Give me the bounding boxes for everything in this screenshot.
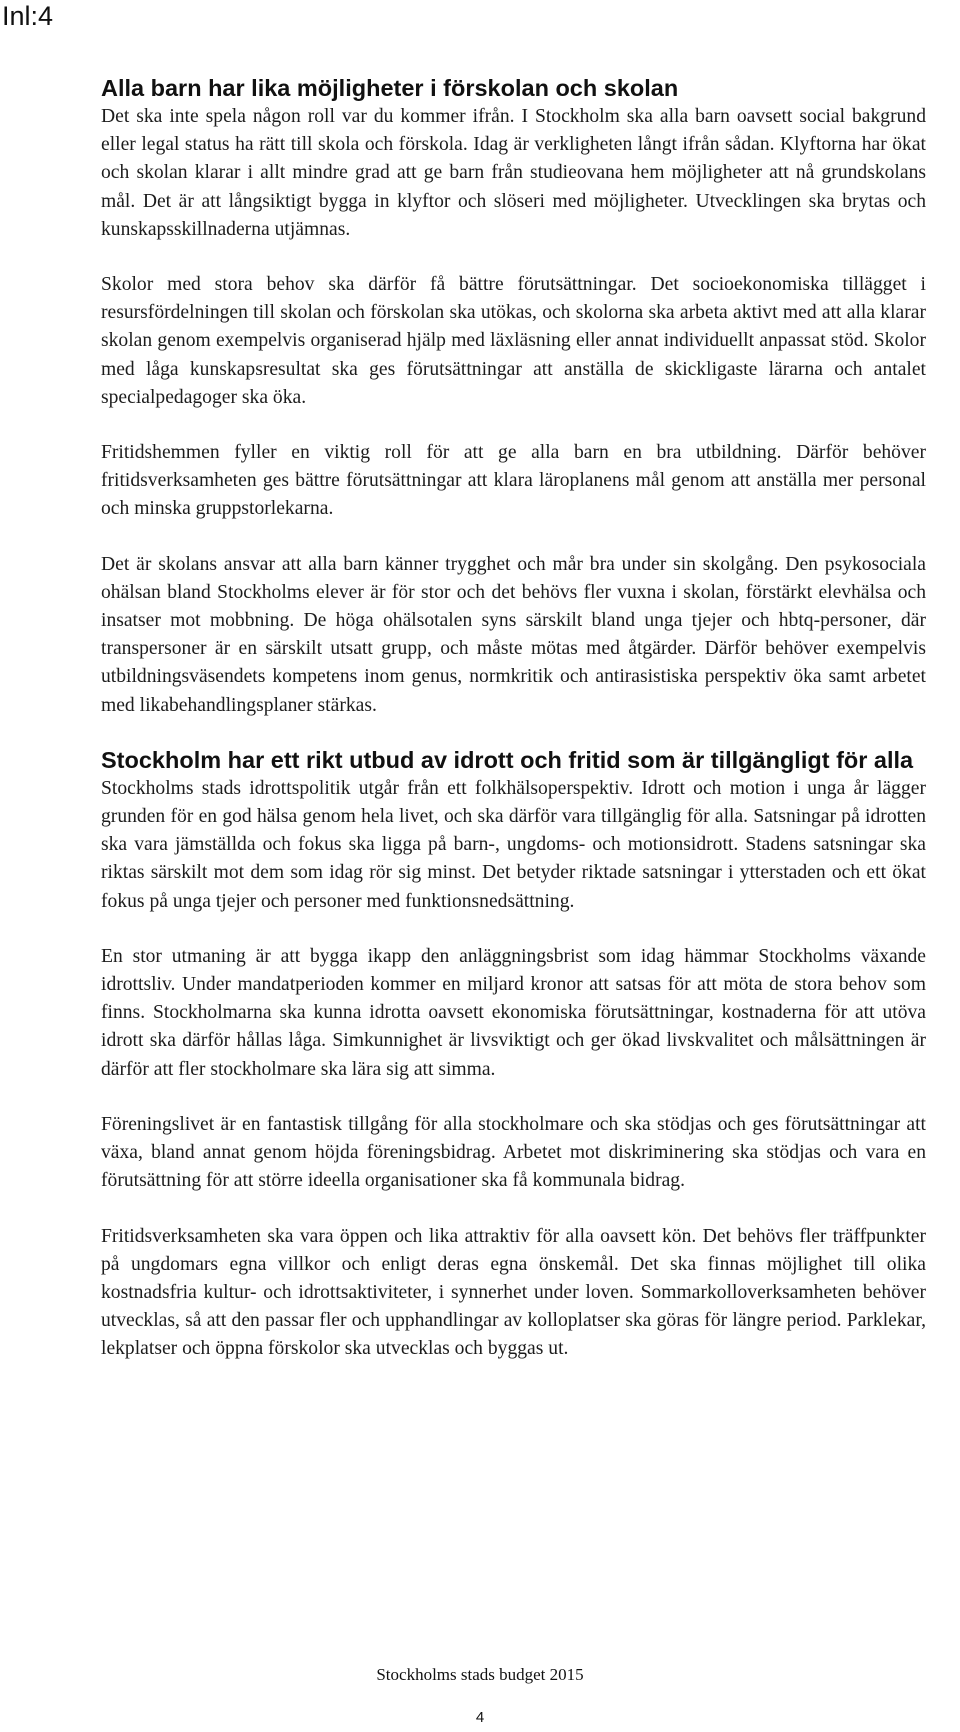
section-heading-schools: Alla barn har lika möjligheter i förskolan och skolan bbox=[101, 75, 679, 101]
paragraph: Fritidsverksamheten ska vara öppen och lika attraktiv för alla oavsett kön. Det behövs fler träffpunkter på ungdomars egna villkor och enligt deras egna önskemål. Det ska finnas möjlighet till olika kostnadsfria kultur- och idrottsaktiviteter, i synnerhet under loven. Sommarkolloverksamheten behöver utvecklas, så att den passar fler och upphandlingar av kolloplatser ska göras för längre period. Parklekar, lekplatser och öppna förskolor ska utvecklas och byggas ut. bbox=[101, 1225, 926, 1360]
paragraph: Stockholms stads idrottspolitik utgår från ett folkhälsoperspektiv. Idrott och motion i unga år lägger grunden för en god hälsa genom hela livet, och ska därför vara tillgänglig för alla. Satsningar på idrotten ska vara jämställda och fokus ska ligga på barn-, ungdoms- och motionsidrott. Stadens satsningar ska riktas särskilt mot dem som idag rör sig minst. Det betyder riktade satsningar i ytterstaden och ett ökat fokus på unga tjejer och personer med funktionsnedsättning. bbox=[101, 777, 926, 912]
document-body bbox=[101, 74, 926, 1364]
paragraph: Fritidshemmen fyller en viktig roll för att ge alla barn en bra utbildning. Därför behöver fritidsverksamheten ges bättre förutsättningar att klara läroplanens mål genom att anställa mer personal och minska gruppstorlekarna. bbox=[101, 442, 926, 520]
section-sports bbox=[101, 746, 926, 1364]
paragraph: Föreningslivet är en fantastisk tillgång för alla stockholmare och ska stödjas och ges förutsättningar att växa, bland annat genom höjda föreningsbidrag. Arbetet mot diskriminering ska stödjas och vara en förutsättning för att större ideella organisationer ska få kommunala bidrag. bbox=[101, 1113, 926, 1192]
paragraph: Det ska inte spela någon roll var du kommer ifrån. I Stockholm ska alla barn oavsett social bakgrund eller legal status ha rätt till skola och förskola. Idag är verkligheten långt ifrån sådan. Klyftorna har ökat och skolan klarar i allt mindre grad att ge barn från studieovana hem möjligheter att nå grundskolans mål. Det är att långsiktigt bygga in klyftor och slöseri med möjligheter. Utvecklingen ska brytas och kunskapsskillnaderna utjämnas. bbox=[101, 106, 926, 240]
section-heading-sports: Stockholm har ett rikt utbud av idrott och fritid som är tillgängligt för alla bbox=[101, 746, 914, 773]
paragraph: Det är skolans ansvar att alla barn känner trygghet och mår bra under sin skolgång. Den psykosociala ohälsan bland Stockholms elever är för stor och det behövs fler vuxna i skolan, förstärkt elevhälsa och insatser mot mobbning. De höga ohälsotalen syns särskilt bland unga tjejer och hbtq-personer, där transpersoner är en särskilt utsatt grupp, och måste mötas med åtgärder. Därför behöver exempelvis utbildningsväsendets kompetens inom genus, normkritik och antirasistiska perspektiv öka samt arbetet med likabehandlingsplaner stärkas. bbox=[101, 553, 926, 716]
footer-document-title: Stockholms stads budget 2015 bbox=[376, 1665, 584, 1684]
document-reference-label: Inl:4 bbox=[2, 1, 54, 31]
section-schools bbox=[101, 74, 926, 720]
paragraph: Skolor med stora behov ska därför få bättre förutsättningar. Det socioekonomiska tillägget i resursfördelningen till skolan och förskolan ska utökas, och skolorna ska arbeta aktivt med att alla klarar skolan genom exempelvis organiserad hjälp med läxläsning eller annat individuellt anpassat stöd. Skolor med låga kunskapsresultat ska ges förutsättningar att anställa de skickligaste lärarna och antalet specialpedagoger ska öka. bbox=[101, 274, 926, 408]
page-number: 4 bbox=[475, 1709, 485, 1726]
paragraph: En stor utmaning är att bygga ikapp den anläggningsbrist som idag hämmar Stockholms växande idrottsliv. Under mandatperioden kommer en miljard kronor att satsas för att möta de stora behov som finns. Stockholmarna ska kunna idrotta oavsett ekonomiska förutsättningar, kostnaderna för att utöva idrott ska därför hållas låga. Simkunnighet är livsviktigt och ger ökad livskvalitet och målsättningen är därför att fler stockholmare ska lära sig att simma. bbox=[101, 945, 926, 1080]
